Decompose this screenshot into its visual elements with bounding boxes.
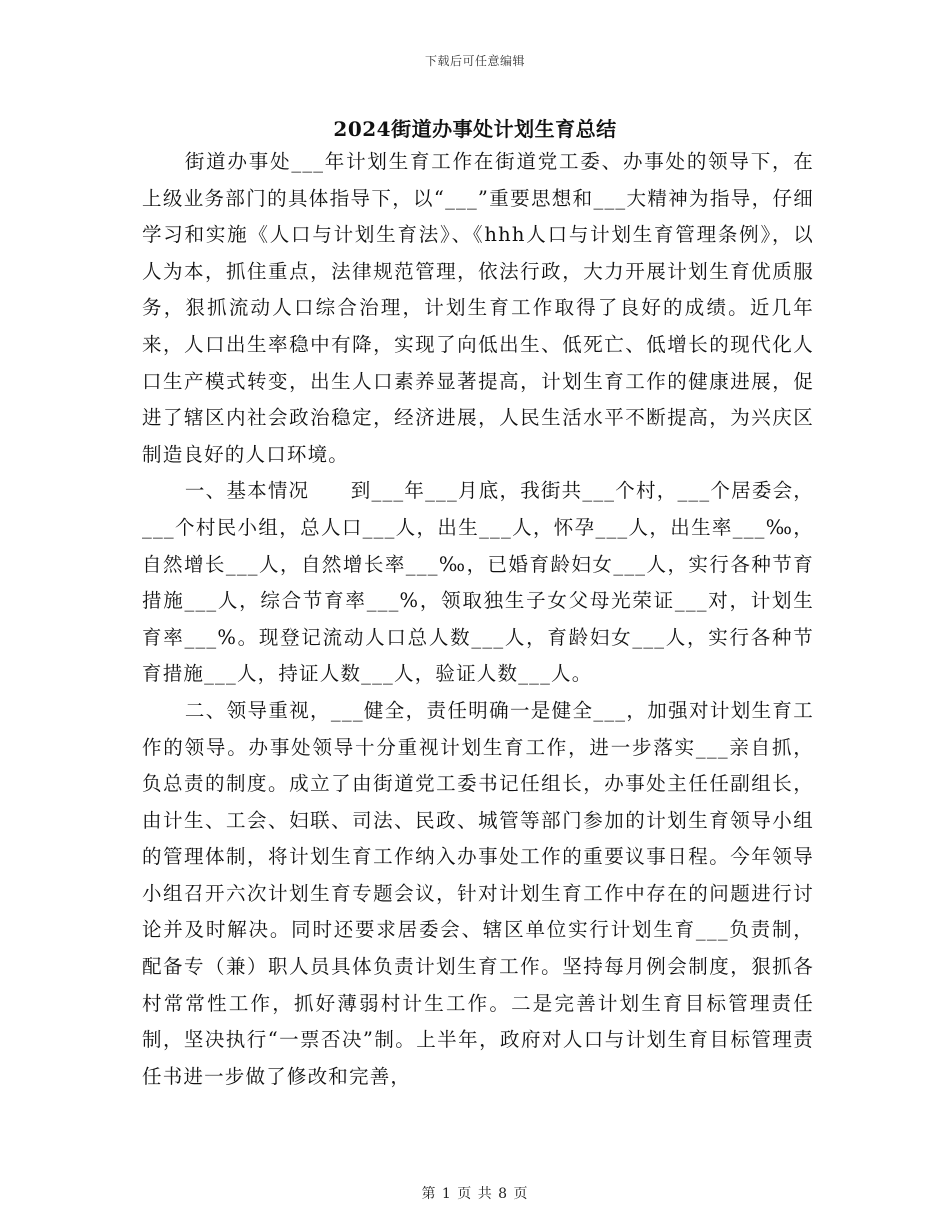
document-body [142,144,814,1095]
paragraph-intro: 街道办事处___年计划生育工作在街道党工委、办事处的领导下，在上级业务部门的具体指导下，以“___”重要思想和___大精神为指导，仔细学习和实施《人口与计划生育法》、《hhh人口与计划生育管理条例》，以人为本，抓住重点，法律规范管理，依法行政，大力开展计划生育优质服务，狠抓流动人口综合治理，计划生育工作取得了良好的成绩。近几年来，人口出生率稳中有降，实现了向低出生、低死亡、低增长的现代化人口生产模式转变，出生人口素养显著提高，计划生育工作的健康进展，促进了辖区内社会政治稳定，经济进展，人民生活水平不断提高，为兴庆区制造良好的人口环境。 [142,150,814,466]
header-note: 下载后可任意编辑 [424,54,525,68]
paragraph-leadership: 二、领导重视，___健全，责任明确一是健全___，加强对计划生育工作的领导。办事处领导十分重视计划生育工作，进一步落实___亲自抓，负总责的制度。成立了由街道党工委书记任组长，办事处主任任副组长，由计生、工会、妇联、司法、民政、城管等部门参加的计划生育领导小组的管理体制，将计划生育工作纳入办事处工作的重要议事日程。今年领导小组召开六次计划生育专题会议，针对计划生育工作中存在的问题进行讨论并及时解决。同时还要求居委会、辖区单位实行计划生育___负责制，配备专（兼）职人员具体负责计划生育工作。坚持每月例会制度，狠抓各村常常性工作，抓好薄弱村计生工作。二是完善计划生育目标管理责任制，坚决执行“一票否决”制。上半年，政府对人口与计划生育目标管理责任书进一步做了修改和完善， [142,698,814,1088]
document-title: 2024街道办事处计划生育总结 [333,117,617,141]
page-number: 第 1 页 共 8 页 [421,1186,529,1202]
paragraph-basic-situation: 一、基本情况 到___年___月底，我街共___个村，___个居委会，___个村民小组，总人口___人，出生___人，怀孕___人，出生率___‰，自然增长___人，自然增长率___‰，已婚育龄妇女___人，实行各种节育措施___人，综合节育率___%，领取独生子女父母光荣证___对，计划生育率___%。现登记流动人口总人数___人，育龄妇女___人，实行各种节育措施___人，持证人数___人，验证人数___人。 [142,479,814,686]
